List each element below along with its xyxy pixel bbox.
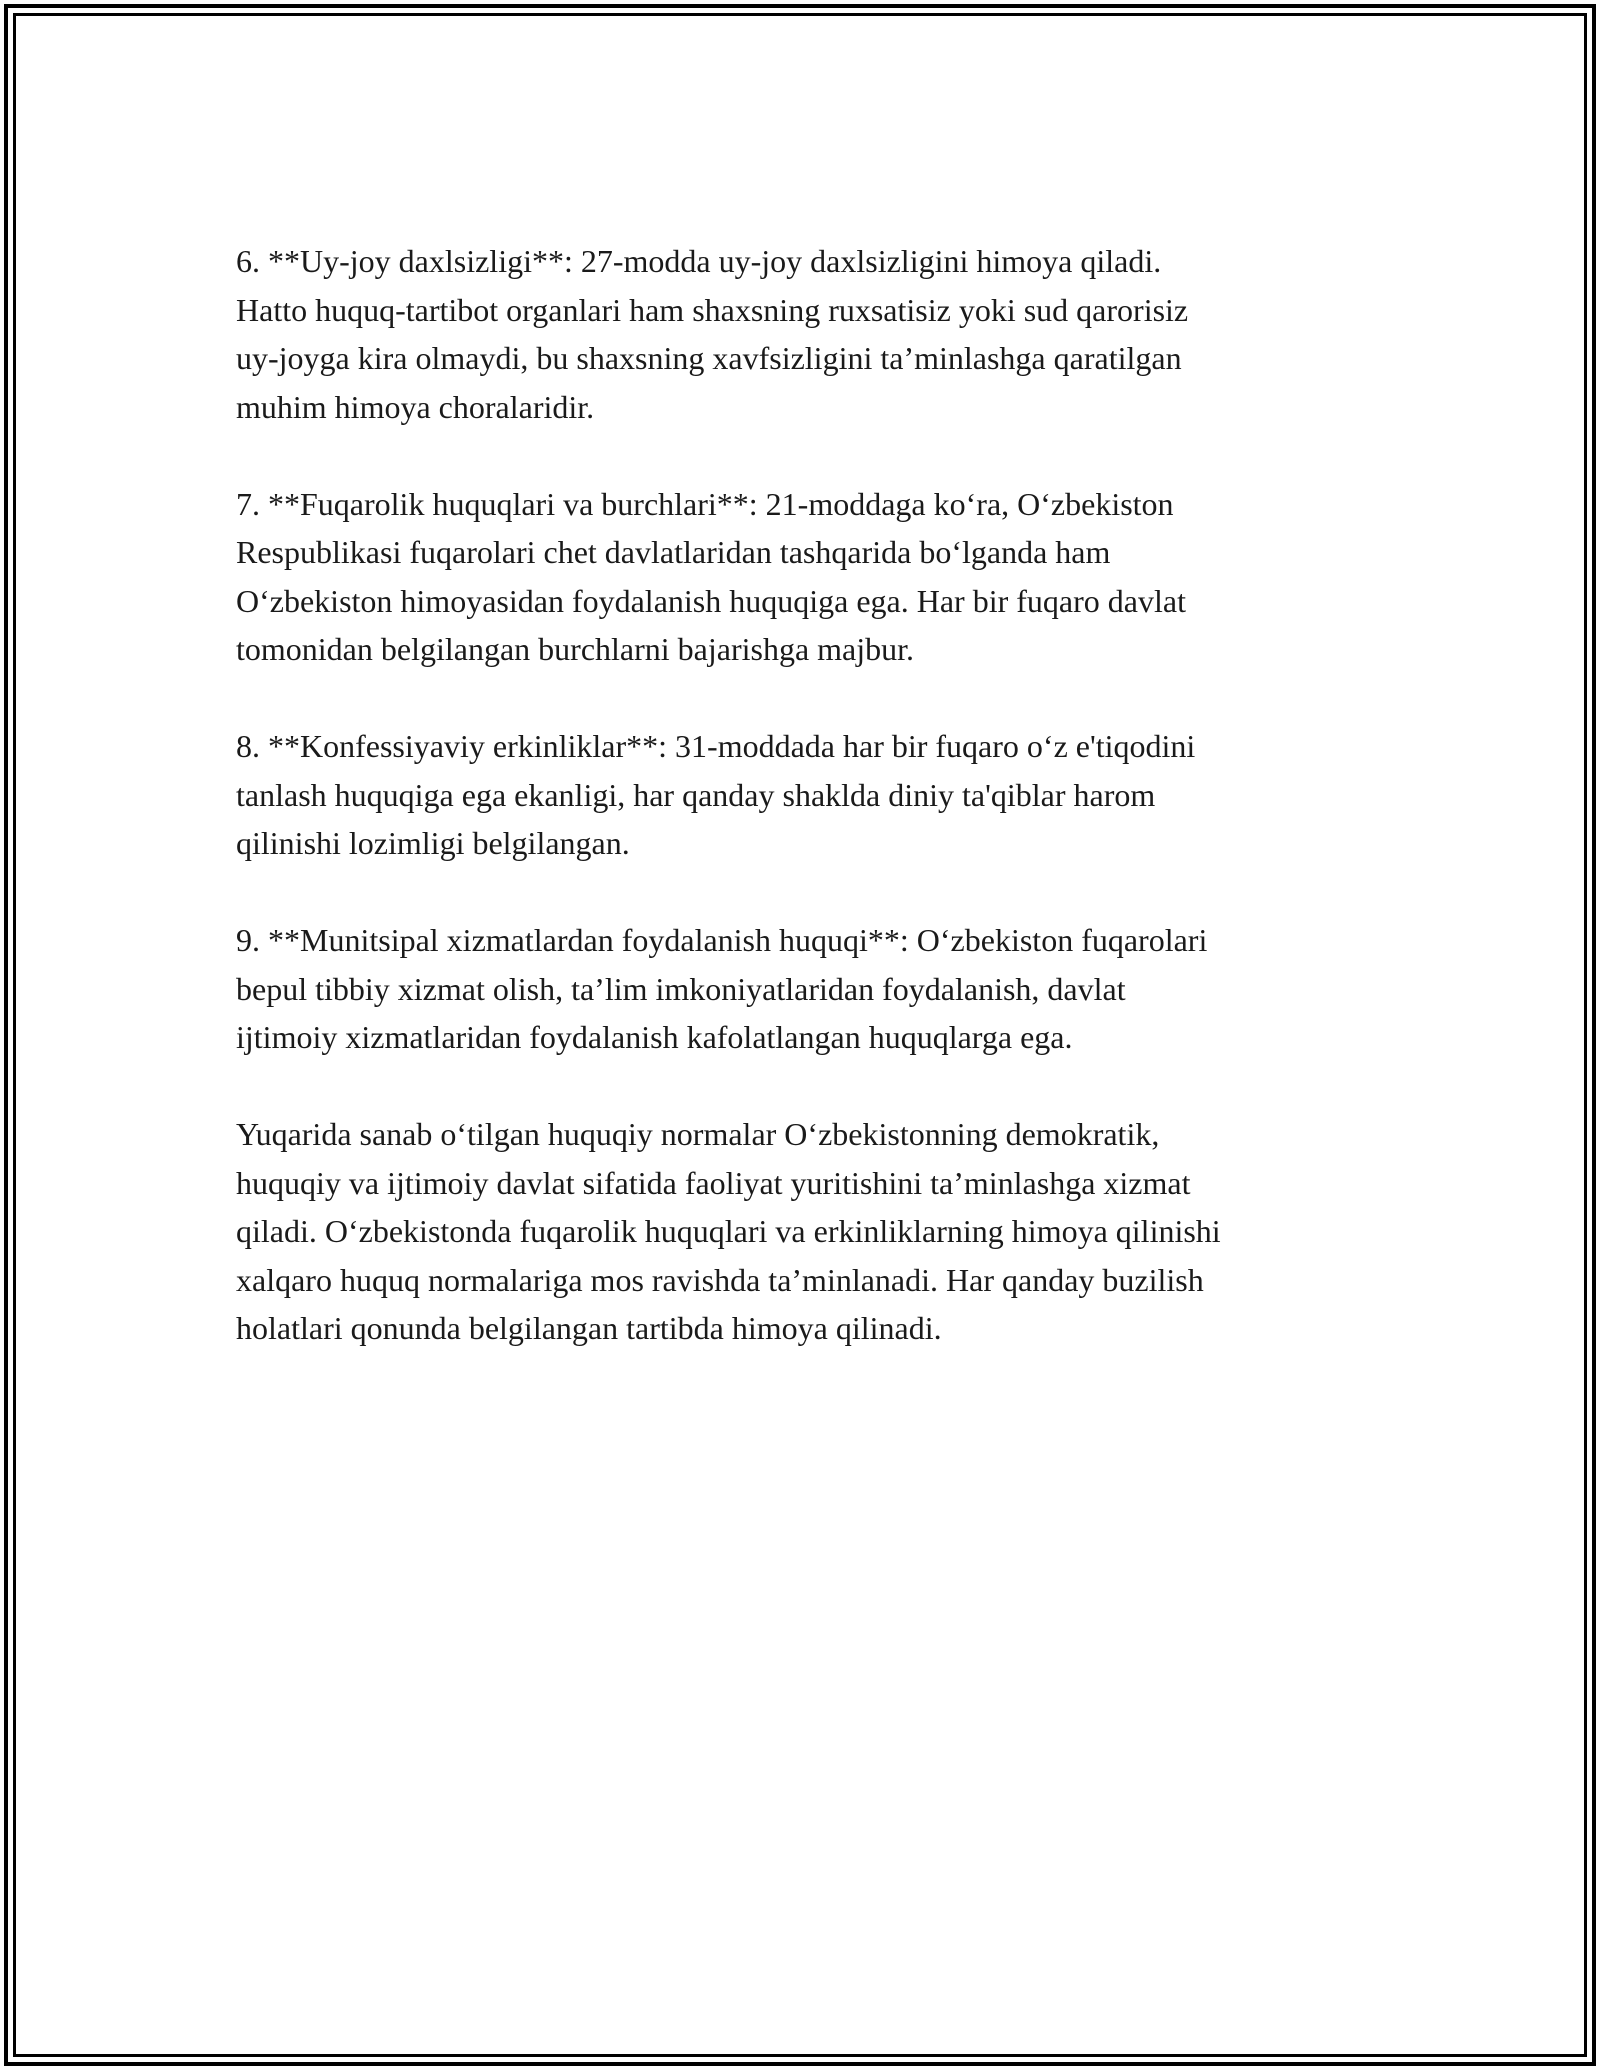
text-line: 9. **Munitsipal xizmatlardan foydalanish huquqi**: O‘zbekiston fuqarolari: [236, 922, 1208, 958]
paragraph-conclusion: [236, 1110, 1386, 1353]
text-line: Yuqarida sanab o‘tilgan huquqiy normalar O‘zbekistonning demokratik,: [236, 1116, 1160, 1152]
text-line: 7. **Fuqarolik huquqlari va burchlari**: 21-moddaga ko‘ra, O‘zbekiston: [236, 485, 1174, 522]
document-body: [236, 237, 1386, 1401]
text-line: holatlari qonunda belgilangan tartibda himoya qilinadi.: [236, 1310, 942, 1346]
text-line: huquqiy va ijtimoiy davlat sifatida faoliyat yuritishini ta’minlashga xizmat: [236, 1164, 1191, 1201]
text-line: tanlash huquqiga ega ekanligi, har qanday shaklda diniy ta'qiblar harom: [236, 776, 1156, 813]
text-line: Hatto huquq-tartibot organlari ham shaxsning ruxsatisiz yoki sud qarorisiz: [236, 291, 1189, 328]
text-line: tomonidan belgilangan burchlarni bajarishga majbur.: [236, 631, 915, 667]
paragraph-9-municipal-services: [236, 916, 1386, 1062]
text-line: xalqaro huquq normalariga mos ravishda ta’minlanadi. Har qanday buzilish: [236, 1261, 1204, 1298]
text-line: bepul tibbiy xizmat olish, ta’lim imkoniyatlaridan foydalanish, davlat: [236, 970, 1126, 1007]
text-line: qiladi. O‘zbekistonda fuqarolik huquqlari va erkinliklarning himoya qilinishi: [236, 1213, 1221, 1249]
paragraph-7-civil-rights: [236, 480, 1386, 674]
text-line: muhim himoya choralaridir.: [236, 388, 595, 425]
text-line: qilinishi lozimligi belgilangan.: [236, 825, 630, 861]
text-line: 6. **Uy-joy daxlsizligi**: 27-modda uy-joy daxlsizligini himoya qiladi.: [236, 243, 1162, 279]
paragraph-6-housing-inviolability: [236, 237, 1386, 431]
paragraph-8-religious-freedoms: [236, 722, 1386, 868]
text-line: ijtimoiy xizmatlaridan foydalanish kafolatlangan huquqlarga ega.: [236, 1019, 1073, 1055]
text-line: 8. **Konfessiyaviy erkinliklar**: 31-moddada har bir fuqaro o‘z e'tiqodini: [236, 728, 1196, 764]
text-line: O‘zbekiston himoyasidan foydalanish huquqiga ega. Har bir fuqaro davlat: [236, 582, 1186, 619]
text-line: Respublikasi fuqarolari chet davlatlaridan tashqarida bo‘lganda ham: [236, 534, 1111, 570]
text-line: uy-joyga kira olmaydi, bu shaxsning xavfsizligini ta’minlashga qaratilgan: [236, 340, 1182, 376]
